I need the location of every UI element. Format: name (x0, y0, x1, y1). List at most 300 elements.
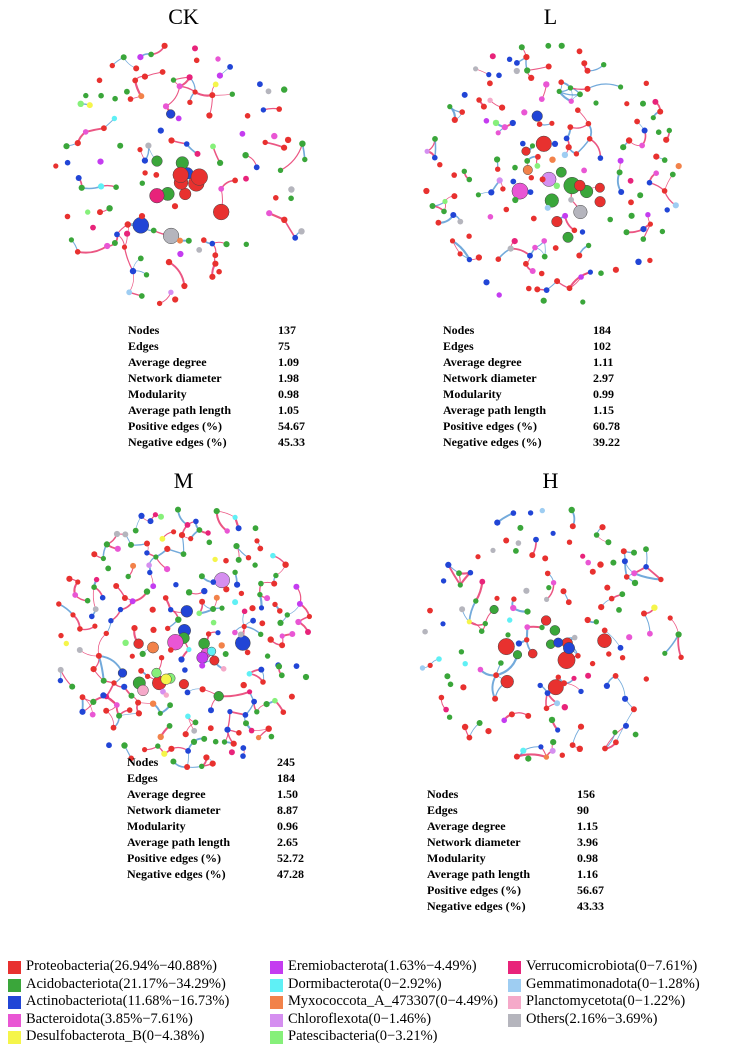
network-node (199, 599, 205, 605)
network-node (194, 58, 200, 64)
network-node (254, 538, 259, 543)
stats-value: 1.16 (577, 866, 598, 882)
network-node (631, 570, 637, 576)
network-node (606, 651, 611, 656)
network-node (182, 667, 188, 673)
network-node (509, 711, 515, 717)
network-node (58, 678, 63, 683)
network-node (214, 573, 229, 588)
network-node (152, 156, 163, 167)
network-node (200, 686, 206, 692)
network-node (66, 576, 72, 582)
network-node (578, 689, 583, 694)
network-node (113, 184, 119, 190)
panel-title: L (367, 4, 734, 30)
network-node (177, 238, 183, 244)
network-node (467, 735, 473, 741)
network-node (633, 732, 639, 738)
stats-label: Nodes (443, 322, 474, 338)
network-graph (0, 34, 367, 314)
legend-label: Proteobacteria(26.94%−40.88%) (26, 958, 217, 975)
network-node (514, 60, 520, 66)
network-node (587, 136, 593, 142)
network-node (593, 100, 598, 105)
network-node (101, 125, 107, 131)
network-node (676, 631, 682, 637)
network-node (144, 550, 149, 555)
network-node (181, 283, 187, 289)
network-node (75, 579, 80, 584)
network-node (645, 212, 650, 217)
network-node (236, 730, 242, 736)
network-node (196, 247, 202, 253)
network-node (307, 614, 312, 619)
network-node (100, 595, 106, 601)
network-node (116, 713, 122, 719)
network-node (566, 144, 572, 150)
network-node (617, 169, 623, 175)
legend-label: Verrucomicrobiota(0−7.61%) (526, 958, 697, 975)
network-node (131, 625, 137, 631)
network-node (170, 759, 176, 765)
network-node (293, 584, 299, 590)
network-node (151, 228, 157, 234)
network-node (247, 671, 253, 677)
network-node (216, 269, 222, 275)
network-node (485, 728, 491, 734)
network-node (114, 232, 120, 238)
network-node (510, 179, 516, 185)
network-node (210, 761, 216, 767)
network-node (210, 144, 216, 150)
stats-value: 75 (278, 338, 290, 354)
network-node (240, 753, 246, 759)
network-node (539, 625, 544, 630)
network-node (479, 579, 485, 585)
network-node (121, 742, 127, 748)
network-node (560, 753, 565, 758)
network-node (258, 632, 263, 637)
network-node (191, 739, 197, 745)
legend-swatch (8, 979, 21, 992)
network-node (167, 723, 173, 729)
negative-edge (644, 614, 650, 634)
network-node (77, 626, 83, 632)
positive-edge (169, 262, 184, 286)
network-node (597, 561, 603, 567)
network-node (243, 176, 249, 182)
network-node (168, 746, 174, 752)
network-node (121, 684, 127, 690)
network-node (133, 217, 149, 233)
network-node (647, 180, 653, 186)
network-node (545, 571, 551, 577)
network-node (181, 605, 193, 617)
network-node (137, 54, 143, 60)
network-node (475, 554, 480, 559)
stats-label: Positive edges (%) (443, 418, 537, 434)
network-node (122, 531, 128, 537)
network-node (496, 130, 501, 135)
network-node (610, 560, 616, 566)
stats-value: 156 (577, 786, 595, 802)
network-node (193, 720, 199, 726)
network-node (494, 520, 500, 526)
network-node (492, 696, 498, 702)
panel-title: H (367, 468, 734, 494)
network-node (595, 183, 604, 192)
network-node (643, 564, 649, 570)
network-node (142, 747, 147, 752)
positive-edge (590, 139, 601, 158)
network-node (530, 268, 536, 274)
network-node (451, 193, 457, 199)
network-node (507, 617, 512, 622)
network-node (227, 64, 233, 70)
network-node (458, 582, 463, 587)
network-node (184, 764, 190, 770)
network-node (162, 43, 168, 49)
network-node (160, 536, 166, 542)
network-node (598, 604, 604, 610)
network-node (497, 177, 503, 183)
network-node (147, 570, 152, 575)
network-node (495, 167, 500, 172)
network-node (206, 112, 212, 118)
stats-value: 60.78 (593, 418, 620, 434)
network-node (520, 141, 526, 147)
network-node (299, 141, 305, 147)
network-node (212, 261, 218, 267)
network-node (436, 656, 442, 662)
network-node (590, 569, 596, 575)
network-node (571, 676, 576, 681)
positive-edge (527, 67, 549, 71)
network-node (153, 512, 158, 517)
network-node (441, 209, 447, 215)
network-node (640, 101, 646, 107)
network-node (167, 702, 173, 708)
positive-edge (217, 511, 228, 531)
network-node (129, 693, 135, 699)
network-node (496, 73, 502, 79)
network-node (125, 221, 131, 227)
legend-swatch (8, 1014, 21, 1027)
network-node (186, 589, 192, 595)
network-node (432, 155, 438, 161)
network-node (512, 183, 528, 199)
network-node (574, 205, 588, 219)
network-node (243, 720, 249, 726)
network-node (171, 529, 176, 534)
network-node (510, 605, 516, 611)
network-node (528, 649, 537, 658)
network-node (508, 246, 514, 252)
network-node (604, 585, 610, 591)
network-node (570, 523, 576, 529)
network-node (561, 588, 567, 594)
network-graph (367, 34, 734, 314)
network-node (236, 557, 242, 563)
network-node (264, 701, 270, 707)
network-node (207, 647, 216, 656)
stats-label: Average path length (427, 866, 530, 882)
network-node (249, 605, 255, 611)
network-node (159, 655, 164, 660)
network-node (585, 68, 591, 74)
network-node (289, 694, 295, 700)
network-node (214, 691, 224, 701)
network-node (504, 207, 510, 213)
network-node (179, 532, 185, 538)
network-node (65, 214, 71, 220)
network-node (554, 278, 560, 284)
network-node (487, 98, 492, 103)
network-node (158, 128, 164, 134)
network-node (546, 585, 551, 590)
network-node (612, 730, 617, 735)
legend-label: Desulfobacterota_B(0−4.38%) (26, 1028, 205, 1045)
network-node (594, 532, 600, 538)
network-node (261, 107, 266, 112)
network-node (126, 574, 131, 579)
network-node (511, 510, 517, 516)
network-node (466, 234, 471, 239)
network-node (288, 196, 294, 202)
network-node (667, 128, 672, 133)
network-node (104, 243, 110, 249)
network-node (637, 192, 643, 198)
network-node (459, 649, 464, 654)
network-node (223, 241, 229, 247)
network-node (528, 189, 534, 195)
network-node (520, 748, 526, 754)
network-node (236, 525, 242, 531)
network-node (258, 581, 264, 587)
network-node (259, 620, 265, 626)
legend-label: Acidobacteriota(21.17%−34.29%) (26, 976, 226, 993)
network-node (441, 578, 446, 583)
network-node (541, 616, 551, 626)
network-node (152, 668, 162, 678)
network-node (278, 168, 283, 173)
network-node (298, 228, 304, 234)
network-node (258, 667, 264, 673)
network-node (157, 301, 162, 306)
network-node (658, 577, 663, 582)
network-node (554, 638, 563, 647)
legend-swatch (508, 979, 521, 992)
network-node (178, 656, 184, 662)
network-node (476, 97, 482, 103)
legend-swatch (8, 1031, 21, 1044)
network-node (548, 680, 563, 695)
network-node (213, 204, 229, 220)
network-node (432, 136, 438, 142)
network-node (540, 508, 545, 513)
network-node (150, 701, 156, 707)
network-node (618, 189, 624, 195)
network-node (273, 195, 279, 201)
network-node (288, 186, 294, 192)
network-node (557, 89, 562, 94)
network-node (150, 627, 156, 633)
network-node (224, 727, 230, 733)
network-node (188, 536, 193, 541)
network-node (106, 742, 112, 748)
network-node (602, 746, 608, 752)
network-node (281, 86, 287, 92)
network-node (635, 259, 641, 265)
network-node (53, 163, 58, 168)
network-node (185, 522, 191, 528)
stats-label: Negative edges (%) (443, 434, 542, 450)
network-node (552, 141, 558, 147)
network-node (139, 293, 145, 299)
network-node (69, 684, 75, 690)
network-node (72, 592, 78, 598)
positive-edge (517, 754, 547, 757)
network-node (168, 290, 173, 295)
stats-label: Modularity (427, 850, 486, 866)
network-node (609, 596, 615, 602)
positive-edge (547, 583, 554, 600)
network-node (199, 638, 210, 649)
stats-value: 8.87 (277, 802, 298, 818)
network-node (572, 228, 578, 234)
network-node (624, 574, 630, 580)
network-node (459, 109, 465, 115)
network-node (574, 151, 579, 156)
network-node (494, 596, 499, 601)
network-node (628, 178, 634, 184)
network-node (544, 287, 550, 293)
network-node (618, 158, 624, 164)
network-node (219, 606, 224, 611)
stats-value: 1.05 (278, 402, 299, 418)
network-node (657, 109, 663, 115)
network-node (514, 754, 520, 760)
stats-value: 2.65 (277, 834, 298, 850)
network-node (585, 673, 591, 679)
network-node (450, 212, 456, 218)
network-node (501, 675, 514, 688)
network-node (193, 519, 199, 525)
network-node (585, 86, 591, 92)
network-node (173, 167, 189, 183)
network-node (483, 621, 488, 626)
network-node (566, 599, 572, 605)
network-node (165, 626, 170, 631)
network-node (101, 678, 107, 684)
network-node (104, 631, 109, 636)
network-node (142, 74, 148, 80)
positive-edge (476, 582, 483, 601)
network-node (468, 570, 474, 576)
network-node (467, 177, 473, 183)
network-node (624, 101, 629, 106)
network-node (425, 149, 430, 154)
network-node (197, 652, 208, 663)
stats-value: 1.15 (593, 402, 614, 418)
network-node (110, 63, 115, 68)
network-node (564, 136, 570, 142)
network-node (641, 236, 647, 242)
stats-label: Edges (443, 338, 474, 354)
network-node (281, 709, 287, 715)
network-node (568, 197, 574, 203)
network-node (130, 268, 136, 274)
legend-swatch (270, 1031, 283, 1044)
network-node (437, 162, 442, 167)
network-node (500, 186, 505, 191)
network-node (546, 64, 552, 70)
network-node (477, 720, 483, 726)
network-node (223, 586, 229, 592)
stats-label: Network diameter (427, 834, 521, 850)
network-node (553, 245, 559, 251)
panel-l (367, 0, 734, 470)
network-node (187, 74, 193, 80)
network-node (486, 72, 491, 77)
network-node (114, 531, 120, 537)
network-node (124, 89, 130, 95)
negative-edge (576, 139, 589, 154)
network-node (473, 598, 478, 603)
network-node (75, 249, 81, 255)
network-node (242, 152, 248, 158)
network-node (556, 167, 566, 177)
network-node (550, 625, 560, 635)
network-node (622, 558, 628, 564)
network-node (570, 742, 576, 748)
network-node (534, 286, 540, 292)
network-node (538, 744, 543, 749)
network-node (122, 640, 128, 646)
network-node (85, 598, 91, 604)
network-node (493, 120, 499, 126)
network-node (177, 83, 183, 89)
network-node (148, 52, 154, 58)
network-node (535, 154, 541, 160)
network-node (430, 203, 436, 209)
negative-edge (665, 635, 679, 654)
network-node (223, 651, 229, 657)
network-node (77, 647, 83, 653)
network-node (179, 679, 189, 689)
network-node (478, 667, 484, 673)
network-node (572, 635, 578, 641)
network-node (150, 607, 156, 613)
network-node (257, 546, 263, 552)
positive-edge (212, 94, 232, 95)
network-node (96, 653, 102, 659)
network-node (586, 243, 591, 248)
network-node (112, 240, 118, 246)
network-node (247, 689, 252, 694)
network-node (69, 237, 74, 242)
network-node (183, 731, 189, 737)
network-node (206, 631, 211, 636)
network-node (516, 640, 522, 646)
network-node (195, 151, 201, 157)
network-node (231, 741, 237, 747)
stats-label: Network diameter (128, 370, 222, 386)
network-node (130, 654, 135, 659)
network-node (599, 524, 605, 530)
panel-title: M (0, 468, 367, 494)
legend-label: Actinobacteriota(11.68%−16.73%) (26, 993, 229, 1010)
